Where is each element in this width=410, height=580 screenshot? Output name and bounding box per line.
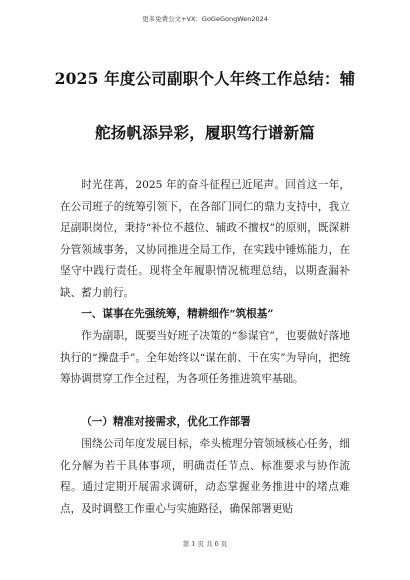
subsection-1-heading: （一）精准对接需求，优化工作部署 [81, 416, 251, 428]
document-title-line-1: 2025 年度公司副职个人年终工作总结：辅 [54, 69, 356, 88]
intro-paragraph: 时光荏苒，2025 年的奋斗征程已近尾声。回首这一年，在公司班子的统筹引领下，在各部门同仁的鼎力支持中，我立足副职岗位，秉持“补位不越位、辅政不擅权”的原则，既深耕分管领域事务，又协同推进全局工作，在实践中锤炼能力，在坚守中践行责任。现将全年履职情况梳理总结，以期查漏补缺、蓄力前行。 [60, 179, 350, 299]
document-title-line-2: 舵扬帆添异彩，履职笃行谱新篇 [95, 123, 315, 142]
subsection-1-paragraph: 围绕公司年度发展目标，牵头梳理分管领域核心任务，细化分解为若干具体事项，明确责任节点、标准要求与协作流程。通过定期开展需求调研，动态掌握业务推进中的堵点难点，及时调整工作重心与实施路径，确保部署更贴 [60, 438, 350, 515]
page-footer: 第 1 页 共 6 页 [182, 540, 228, 548]
section-1-paragraph: 作为副职，既要当好班子决策的“参谋官”，也要做好落地执行的“操盘手”。全年始终以“谋在前、干在实”为导向，把统筹协调贯穿工作全过程，为各项任务推进筑牢基础。 [60, 330, 350, 386]
page-header: 更多免费公文+VX：GoGeGongWen2024 [142, 15, 268, 23]
section-1-heading: 一、谋事在先强统筹，精耕细作“筑根基” [81, 308, 274, 320]
